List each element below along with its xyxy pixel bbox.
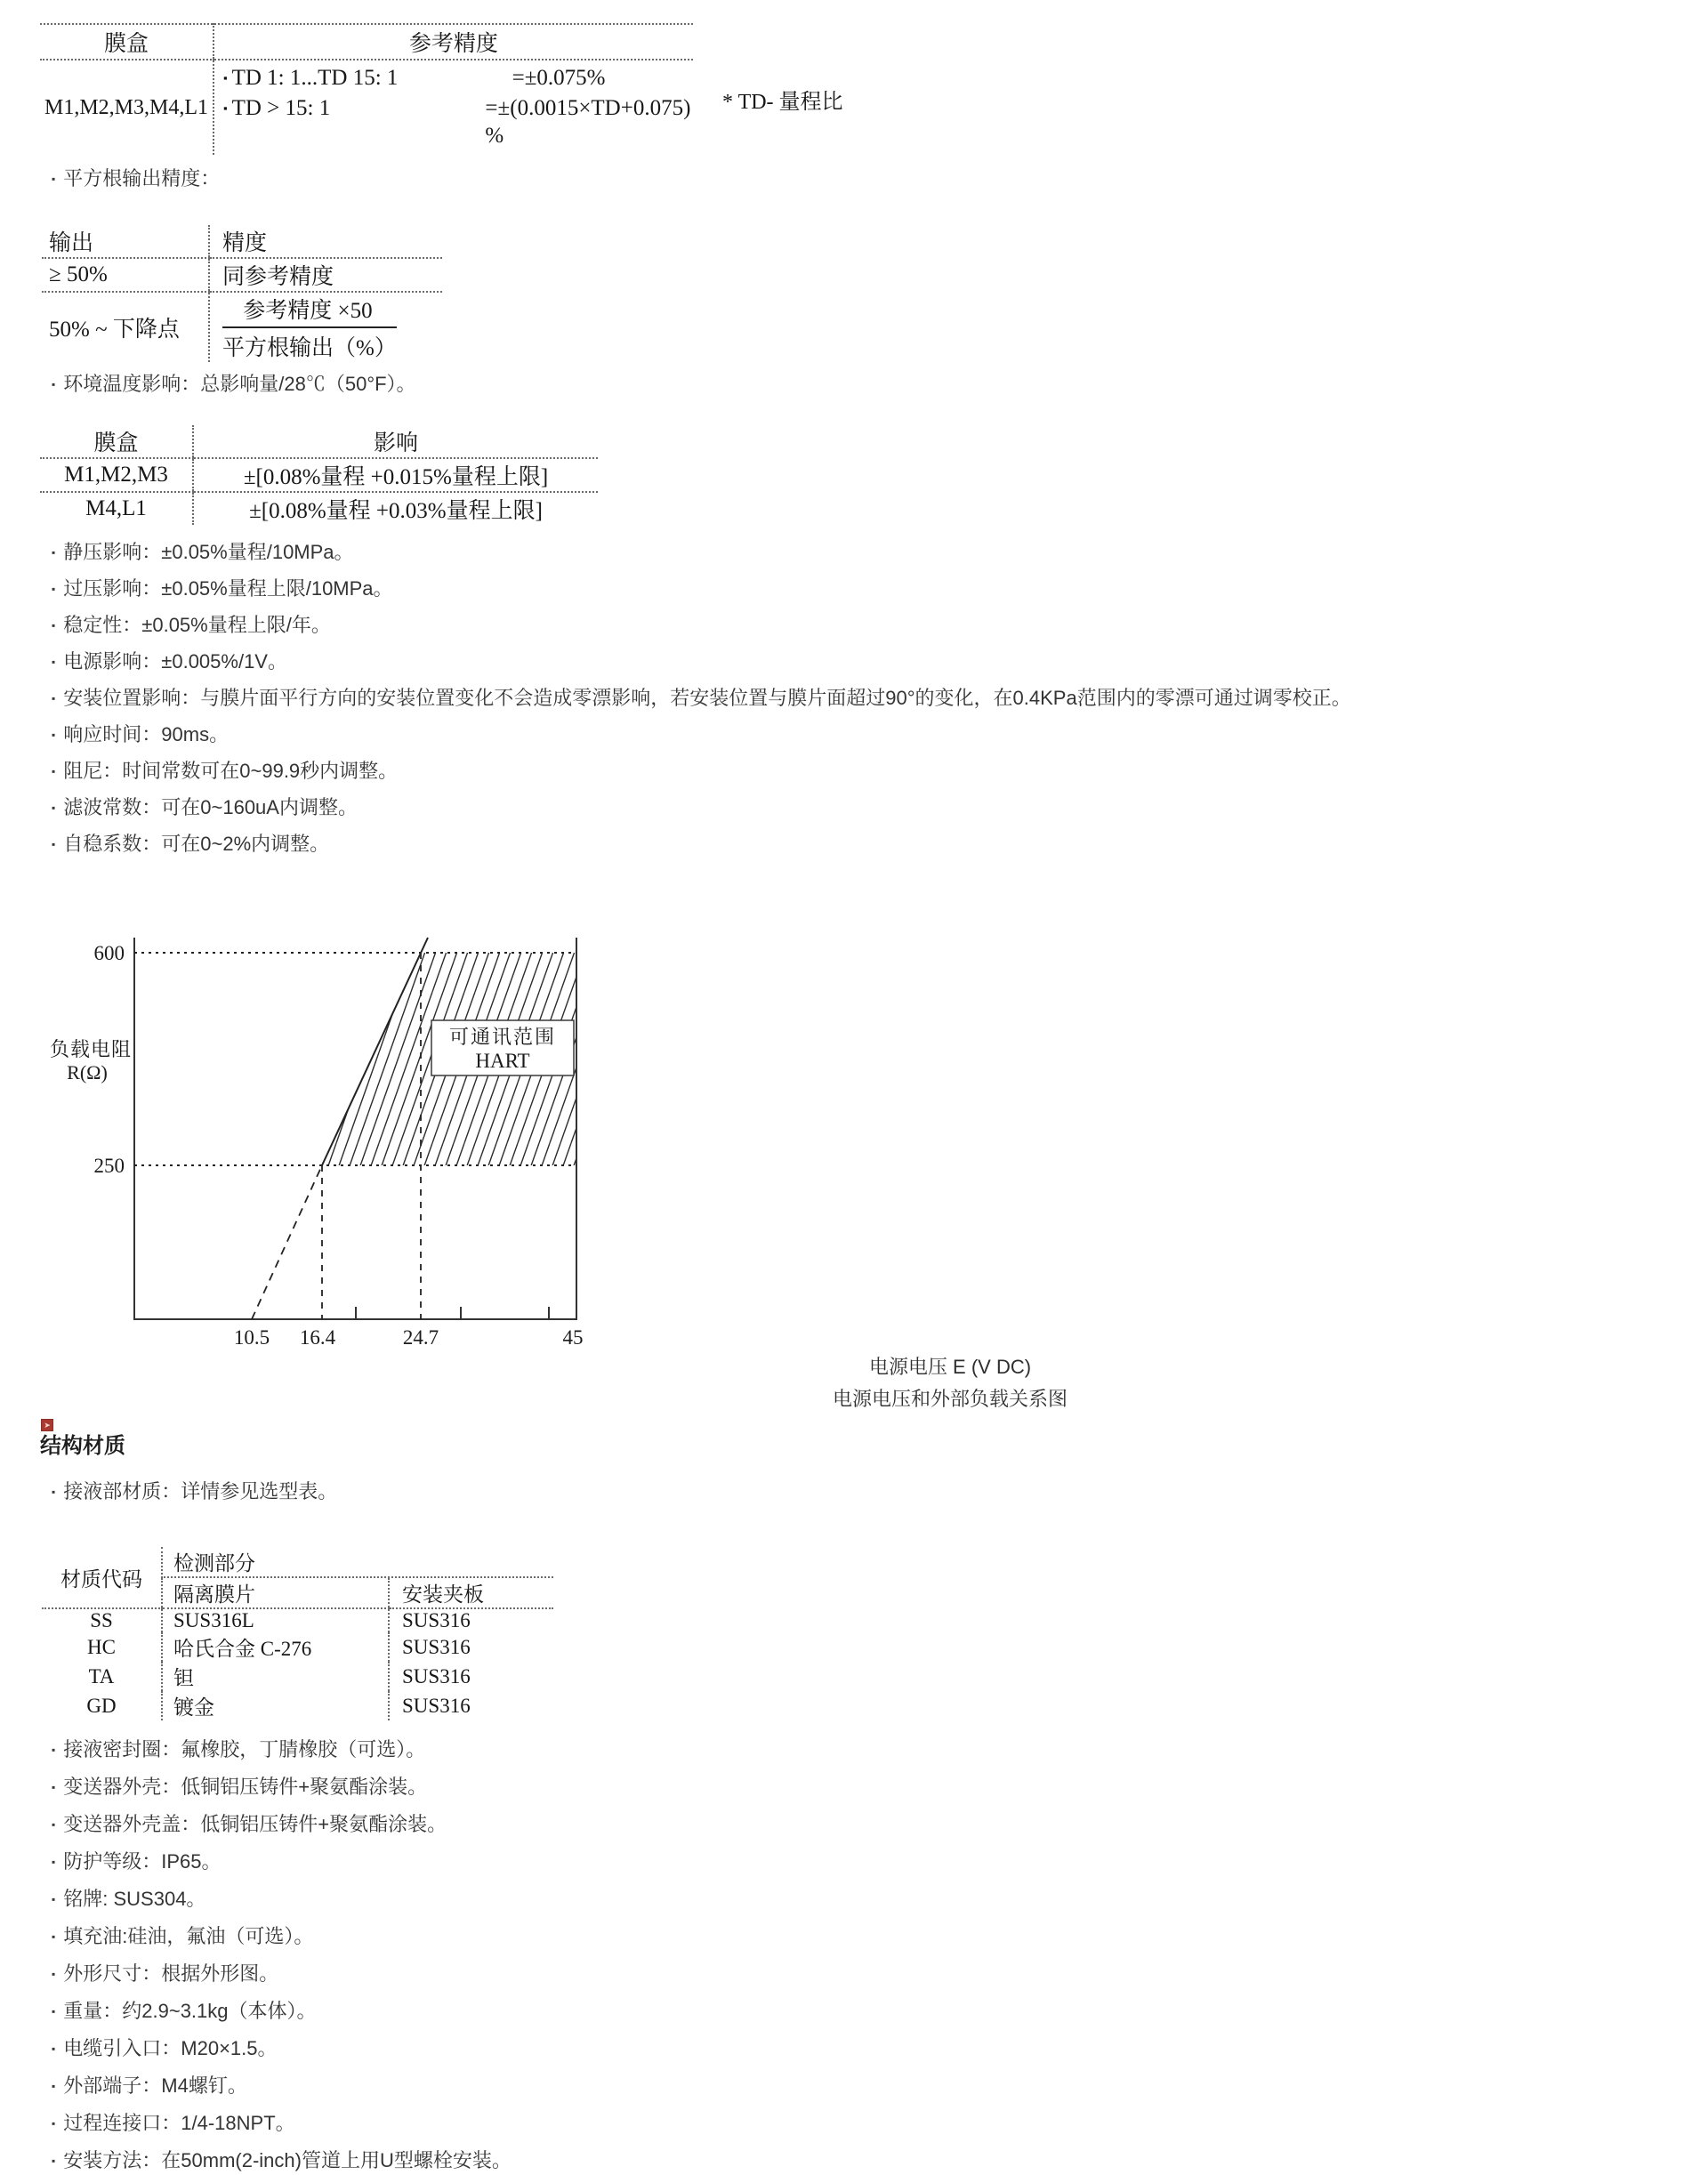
table-row <box>40 492 598 525</box>
table-header-row <box>40 24 693 60</box>
table-header-row <box>42 1547 553 1577</box>
code-cell: SS <box>90 1609 113 1631</box>
clamp-cell: SUS316 <box>389 1691 553 1720</box>
accuracy-header: 精度 <box>209 225 442 258</box>
spec-bullet-list <box>40 541 1708 858</box>
accuracy-cell <box>214 60 693 155</box>
fraction-numerator: 参考精度 ×50 <box>222 293 397 328</box>
fraction-cell <box>209 292 442 362</box>
clamp-cell: SUS316 <box>389 1662 553 1691</box>
list-item: ▪ 变送器外壳：低铜铝压铸件+聚氨酯涂装。 <box>40 1776 1708 1801</box>
list-item: ▪ 填充油:硅油，氟油（可选）。 <box>40 1925 1708 1951</box>
table-row <box>42 1632 553 1662</box>
diaphragm-cell: SUS316L <box>162 1608 389 1632</box>
code-cell: TA <box>88 1664 115 1688</box>
accuracy-line-1 <box>223 64 693 94</box>
list-item: ▪ 静压影响：±0.05%量程/10MPa。 <box>40 541 1708 567</box>
output-droop-cell: 50% ~ 下降点 <box>49 318 180 342</box>
table-row <box>42 1691 553 1720</box>
list-item: ▪ 过压影响：±0.05%量程上限/10MPa。 <box>40 577 1708 603</box>
list-item: ▪ 重量：约2.9~3.1kg（本体）。 <box>40 2000 1708 2026</box>
list-item: ▪ 稳定性：±0.05%量程上限/年。 <box>40 614 1708 640</box>
table-row <box>40 60 693 155</box>
influence-cell: ±[0.08%量程 +0.03%量程上限] <box>193 492 598 525</box>
chart-title-caption: 电源电压和外部负载关系图 <box>832 1388 1068 1410</box>
diaphragm-cell: 钽 <box>162 1662 389 1691</box>
list-item: ▪ 阻尼：时间常数可在0~99.9秒内调整。 <box>40 760 1708 785</box>
list-item: ▪ 外形尺寸：根据外形图。 <box>40 1962 1708 1988</box>
output-header: 输出 <box>42 225 209 258</box>
x-tick-label: 45 <box>562 1326 584 1349</box>
y-axis-title-line1: 负载电阻 <box>49 1038 133 1060</box>
material-code-table <box>42 1547 553 1720</box>
diaphragm-cell: 哈氏合金 C-276 <box>162 1632 389 1662</box>
capsule-header: 膜盒 <box>40 24 214 60</box>
influence-header: 影响 <box>193 425 598 458</box>
influence-cell: ±[0.08%量程 +0.015%量程上限] <box>193 458 598 492</box>
isolating-diaphragm-header: 隔离膜片 <box>162 1577 389 1608</box>
list-item: ▪ 防护等级：IP65。 <box>40 1850 1708 1876</box>
capsule-cell: M4,L1 <box>85 496 147 520</box>
list-item: ▪ 接液密封圈：氟橡胶，丁腈橡胶（可选）。 <box>40 1738 1708 1764</box>
td-range: ▪ TD 1: 1...TD 15: 1 <box>231 66 399 90</box>
x-tick-label: 24.7 <box>402 1326 439 1349</box>
material-bullet-list <box>40 1738 1708 2175</box>
table-row <box>42 1608 553 1632</box>
material-code-header: 材质代码 <box>42 1547 162 1608</box>
list-item: ▪ 外部端子：M4螺钉。 <box>40 2074 1708 2100</box>
capsule-cell: M1,M2,M3 <box>40 458 193 492</box>
clamp-cell: SUS316 <box>389 1608 553 1632</box>
load-vs-voltage-chart <box>27 931 649 1349</box>
reference-accuracy-header: 参考精度 <box>214 24 693 60</box>
accuracy-line-2 <box>223 94 693 149</box>
list-item: ▪ 自稳系数：可在0~2%内调整。 <box>40 833 1708 858</box>
td-accuracy-value: =±0.075% <box>512 66 606 90</box>
capsule-header: 膜盒 <box>40 425 193 458</box>
mounting-clamp-header: 安装夹板 <box>389 1577 553 1608</box>
sqrt-output-accuracy-bullet: ▪ 平方根输出精度： <box>40 167 1708 193</box>
table-row <box>40 458 598 492</box>
code-cell: GD <box>86 1694 117 1717</box>
y-tick-label-600: 600 <box>93 942 125 964</box>
clamp-cell: SUS316 <box>389 1632 553 1662</box>
output-ge-50-cell: ≥ 50% <box>42 258 209 292</box>
table-row <box>42 258 442 292</box>
list-item: ▪ 安装方法：在50mm(2-inch)管道上用U型螺栓安装。 <box>40 2149 1708 2175</box>
x-tick-label: 10.5 <box>233 1326 270 1349</box>
td-accuracy-value: =±(0.0015×TD+0.075) % <box>485 96 691 148</box>
list-item: ▪ 响应时间：90ms。 <box>40 723 1708 749</box>
accuracy-fraction <box>222 293 397 362</box>
table-header-row <box>42 225 442 258</box>
list-item: ▪ 电源影响：±0.005%/1V。 <box>40 650 1708 676</box>
reference-accuracy-table <box>40 23 693 155</box>
list-item: ▪ 过程连接口：1/4-18NPT。 <box>40 2112 1708 2138</box>
table-row <box>42 292 442 362</box>
capsule-cell: M1,M2,M3,M4,L1 <box>44 95 209 119</box>
y-axis-title-line2: R(Ω) <box>67 1061 108 1083</box>
x-tick-label: 16.4 <box>299 1326 336 1349</box>
td-range: ▪ TD > 15: 1 <box>231 96 331 120</box>
table-row <box>42 1662 553 1691</box>
wetted-material-bullet: ▪ 接液部材质：详情参见选型表。 <box>40 1480 1708 1506</box>
output-accuracy-table <box>42 225 442 362</box>
detection-part-header: 检测部分 <box>162 1547 553 1577</box>
table-header-row <box>40 425 598 458</box>
td-note: * TD- 量程比 <box>722 91 843 114</box>
list-item: ▪ 变送器外壳盖：低铜铝压铸件+聚氨酯涂装。 <box>40 1813 1708 1839</box>
fraction-denominator: 平方根输出（%） <box>222 336 397 360</box>
load-line-dashed <box>252 1165 322 1319</box>
same-as-reference-cell: 同参考精度 <box>209 258 442 292</box>
section-heading: 结构材质 <box>40 1434 125 1458</box>
list-item: ▪ 安装位置影响：与膜片面平行方向的安装位置变化不会造成零漂影响，若安装位置与膜片面超过90°的变化，在0.4KPa范围内的零漂可通过调零校正。 <box>40 687 1708 713</box>
x-axis-caption: 电源电压 E (V DC) <box>868 1356 1032 1378</box>
list-item: ▪ 滤波常数：可在0~160uA内调整。 <box>40 796 1708 822</box>
broken-image-icon: ➤ <box>41 1419 53 1431</box>
code-cell: HC <box>87 1635 116 1658</box>
list-item: ▪ 铭牌: SUS304。 <box>40 1888 1708 1913</box>
list-item: ▪ 电缆引入口：M20×1.5。 <box>40 2037 1708 2063</box>
diaphragm-cell: 镀金 <box>162 1691 389 1720</box>
hart-label-line1: 可通讯范围 <box>448 1026 557 1048</box>
y-tick-label-250: 250 <box>93 1155 125 1177</box>
hart-label-line2: HART <box>475 1050 530 1072</box>
ambient-temperature-bullet: ▪ 环境温度影响：总影响量/28℃（50°F）。 <box>40 373 1708 399</box>
temperature-influence-table <box>40 425 598 525</box>
